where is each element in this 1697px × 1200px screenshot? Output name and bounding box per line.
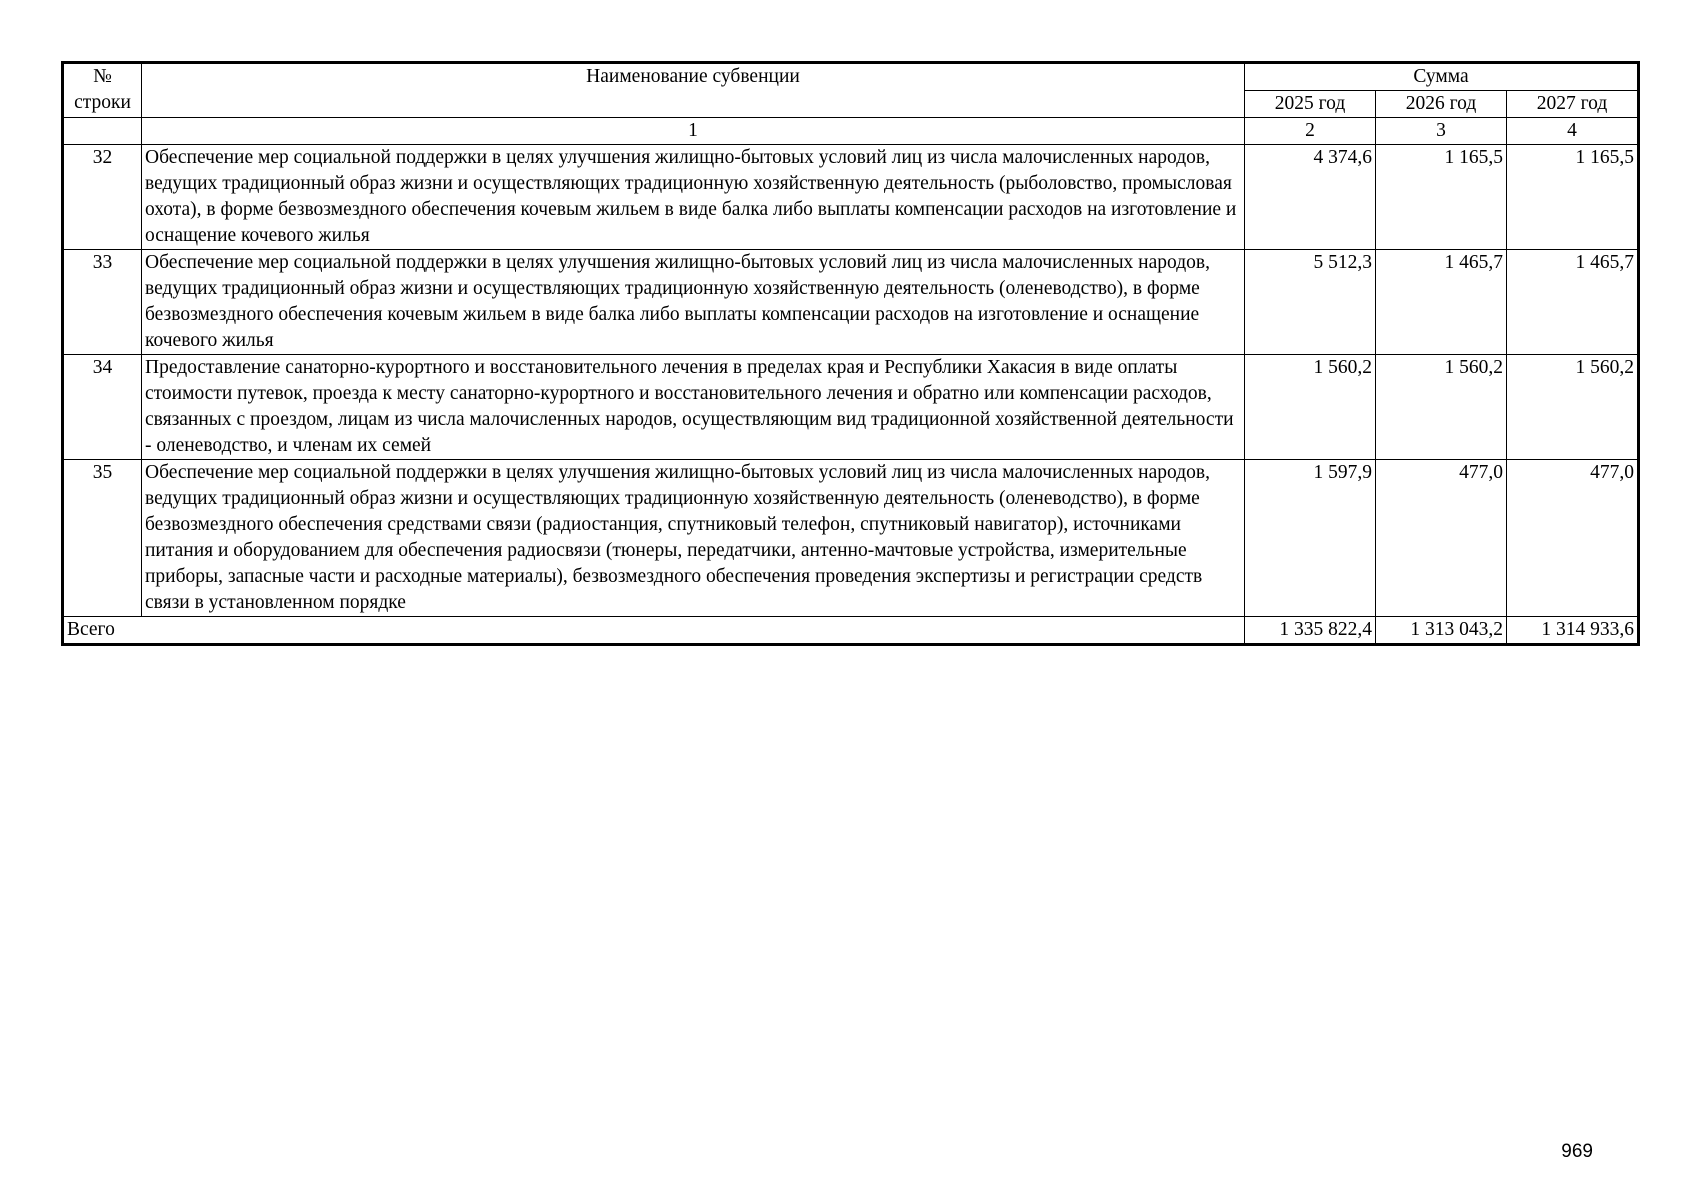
header-subvention-name: Наименование субвенции [142,63,1245,118]
amount-2027: 1 465,7 [1507,250,1639,355]
row-number: 32 [63,145,142,250]
header-year-2026: 2026 год [1376,91,1507,118]
amount-2026: 477,0 [1376,460,1507,617]
row-number: 33 [63,250,142,355]
subvention-name: Обеспечение мер социальной поддержки в целях улучшения жилищно-бытовых условий лиц из числа малочисленных народов, ведущих традиционный образ жизни и осуществляющих традиционную хозяйственную деятельность (рыболовство, промысловая охота), в форме безвозмездного обеспечения кочевым жильем в виде балка либо выплаты компенсации расходов на изготовление и оснащение кочевого жилья [142,145,1245,250]
total-2027: 1 314 933,6 [1507,617,1639,645]
header-year-2025: 2025 год [1245,91,1376,118]
amount-2027: 477,0 [1507,460,1639,617]
table-row [63,145,1639,250]
row-number: 34 [63,355,142,460]
column-number-3: 3 [1376,118,1507,145]
total-label: Всего [63,617,1245,645]
total-2026: 1 313 043,2 [1376,617,1507,645]
amount-2026: 1 165,5 [1376,145,1507,250]
column-number-4: 4 [1507,118,1639,145]
subvention-name: Обеспечение мер социальной поддержки в целях улучшения жилищно-бытовых условий лиц из числа малочисленных народов, ведущих традиционный образ жизни и осуществляющих традиционную хозяйственную деятельность (оленеводство), в форме безвозмездного обеспечения кочевым жильем в виде балка либо выплаты компенсации расходов на изготовление и оснащение кочевого жилья [142,250,1245,355]
table-row [63,250,1639,355]
amount-2026: 1 560,2 [1376,355,1507,460]
header-row-top [63,63,1639,91]
subvention-name: Обеспечение мер социальной поддержки в целях улучшения жилищно-бытовых условий лиц из числа малочисленных народов, ведущих традиционный образ жизни и осуществляющих традиционную хозяйственную деятельность (оленеводство), в форме безвозмездного обеспечения средствами связи (радиостанция, спутниковый телефон, спутниковый навигатор), источниками питания и оборудованием для обеспечения радиосвязи (тюнеры, передатчики, антенно-мачтовые устройства, измерительные приборы, запасные части и расходные материалы), безвозмездного обеспечения проведения экспертизы и регистрации средств связи в установленном порядке [142,460,1245,617]
header-sum: Сумма [1245,63,1639,91]
table-row [63,355,1639,460]
header-row-label: строки [74,92,131,113]
column-number-2: 2 [1245,118,1376,145]
page-number: 969 [1561,1141,1593,1162]
column-number-1: 1 [142,118,1245,145]
subvention-name: Предоставление санаторно-курортного и восстановительного лечения в пределах края и Республики Хакасия в виде оплаты стоимости путевок, проезда к месту санаторно-курортного и восстановительного лечения и обратно или компенсации расходов, связанных с проездом, лицам из числа малочисленных народов, осуществляющим вид традиционной хозяйственной деятельности - оленеводство, и членам их семей [142,355,1245,460]
total-row [63,617,1639,645]
row-number: 35 [63,460,142,617]
subvention-table [61,61,1640,646]
amount-2025: 4 374,6 [1245,145,1376,250]
column-number-empty [63,118,142,145]
total-2025: 1 335 822,4 [1245,617,1376,645]
header-year-2027: 2027 год [1507,91,1639,118]
amount-2025: 5 512,3 [1245,250,1376,355]
amount-2027: 1 560,2 [1507,355,1639,460]
table-row [63,460,1639,617]
amount-2026: 1 465,7 [1376,250,1507,355]
header-row-number [63,63,142,118]
amount-2025: 1 597,9 [1245,460,1376,617]
header-number-sign: № [93,66,112,87]
amount-2025: 1 560,2 [1245,355,1376,460]
amount-2027: 1 165,5 [1507,145,1639,250]
column-number-row [63,118,1639,145]
